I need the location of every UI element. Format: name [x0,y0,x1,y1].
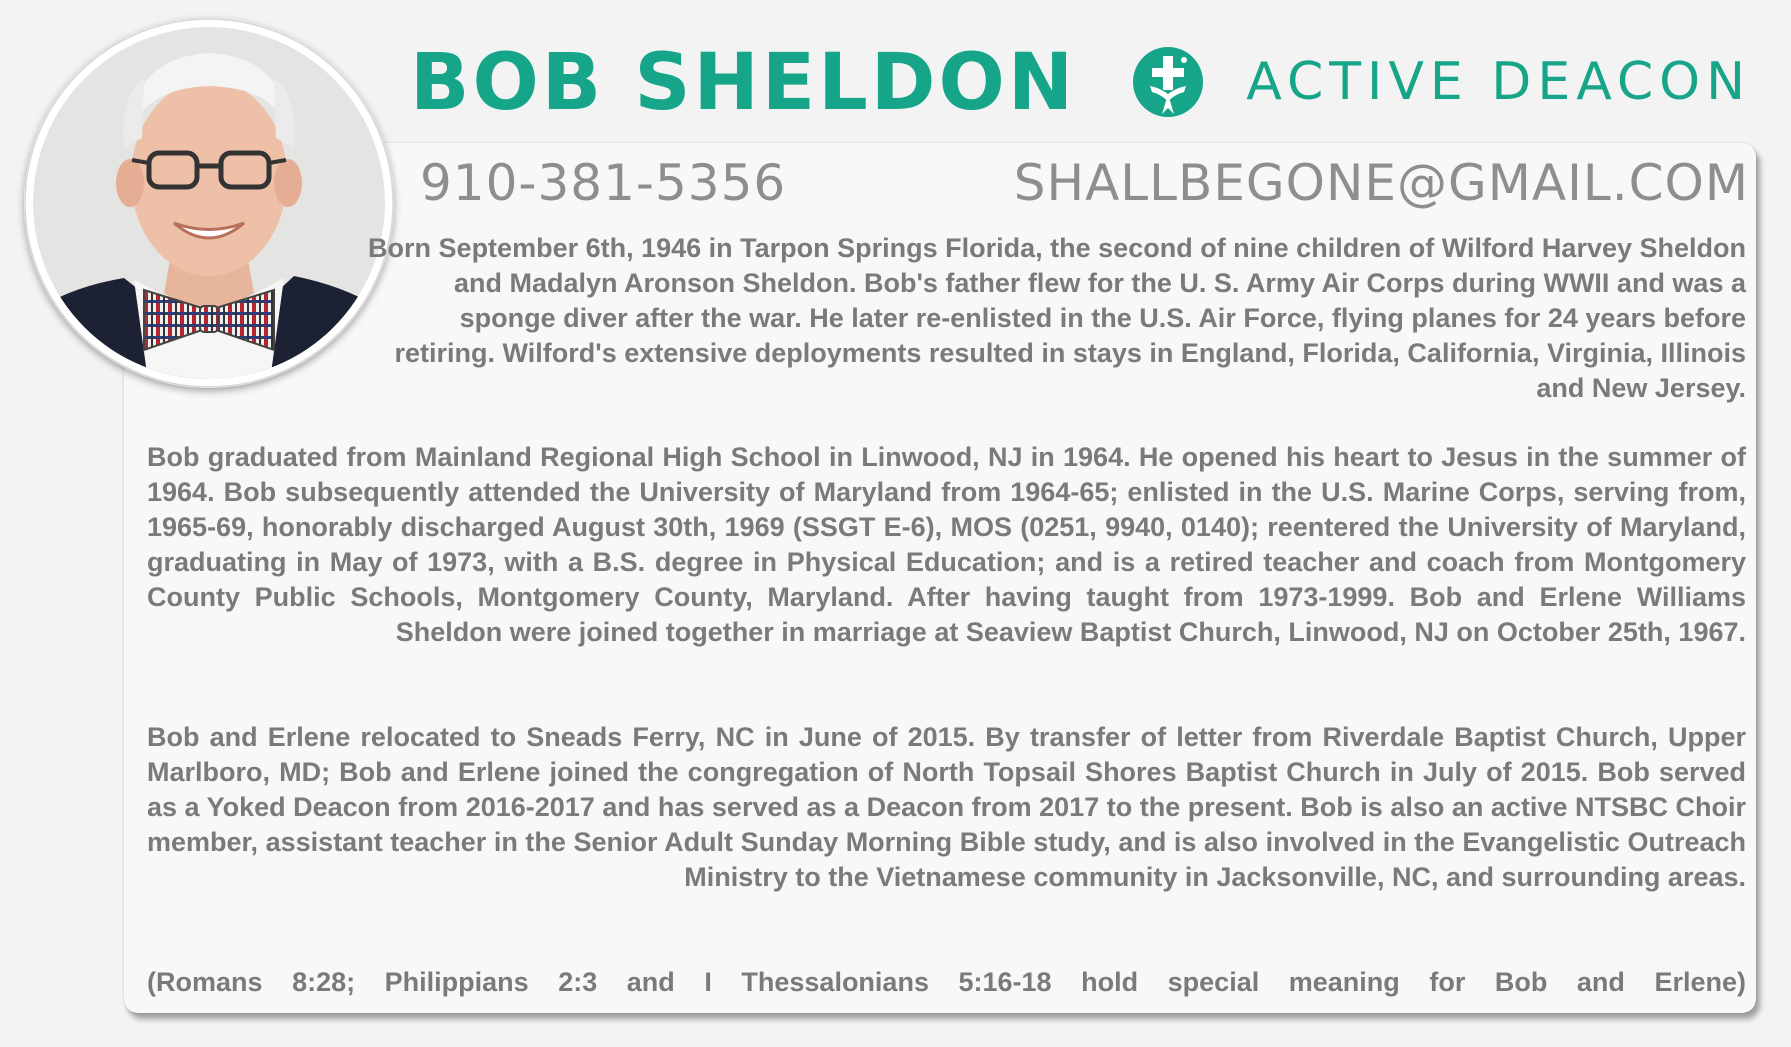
bio-paragraph-education-career: Bob graduated from Mainland Regional High School in Linwood, NJ in 1964. He opened his heart to Jesus in the summer of 1964. Bob subsequently attended the University of Maryland from 1964-65; enlisted in the U.S. Marine Corps, serving from, 1965-69, honorably discharged August 30th, 1969 (SSGT E-6), MOS (0251, 9940, 0140); reentered the University of Maryland, graduating in May of 1973, with a B.S. degree in Physical Education; and is a retired teacher and coach from Montgomery County Public Schools, Montgomery County, Maryland. After having taught from 1973-1999. Bob and Erlene Williams Sheldon were joined together in marriage at Seaview Baptist Church, Linwood, NJ on October 25th, 1967. [147,442,1746,647]
bio-paragraph-early-life: Born September 6th, 1946 in Tarpon Springs Florida, the second of nine children of Wilford Harvey Sheldon and Madalyn Aronson Sheldon. Bob's father flew for the U. S. Army Air Corps during WWII and was a sponge diver after the war. He later re-enlisted in the U.S. Air Force, flying planes for 24 years before retiring. Wilford's extensive deployments resulted in stays in England, Florida, California, Virginia, Illinois and New Jersey. [368,233,1746,403]
email-address: SHALLBEGONE@GMAIL.COM [1013,154,1749,212]
phone-number: 910-381-5356 [420,154,787,212]
church-cross-icon [1132,46,1204,118]
status-label: ACTIVE DEACON [1246,52,1751,112]
bio-paragraph-church-service: Bob and Erlene relocated to Sneads Ferry, NC in June of 2015. By transfer of letter from Riverdale Baptist Church, Upper Marlboro, MD; Bob and Erlene joined the congregation of North Topsail Shores Baptist Church in July of 2015. Bob served as a Yoked Deacon from 2016-2017 and has served as a Deacon from 2017 to the present. Bob is also an active NTSBC Choir member, assistant teacher in the Senior Adult Sunday Morning Bible study, and is also involved in the Evangelistic Outreach Ministry to the Vietnamese community in Jacksonville, NC, and surrounding areas. [147,722,1746,892]
portrait-photo [24,18,394,388]
person-name: BOB SHELDON [410,38,1077,128]
status-heading [1132,46,1751,118]
bio-paragraph-scripture: (Romans 8:28; Philippians 2:3 and I Thessalonians 5:16-18 hold special meaning for Bob and Erlene) [147,967,1746,997]
